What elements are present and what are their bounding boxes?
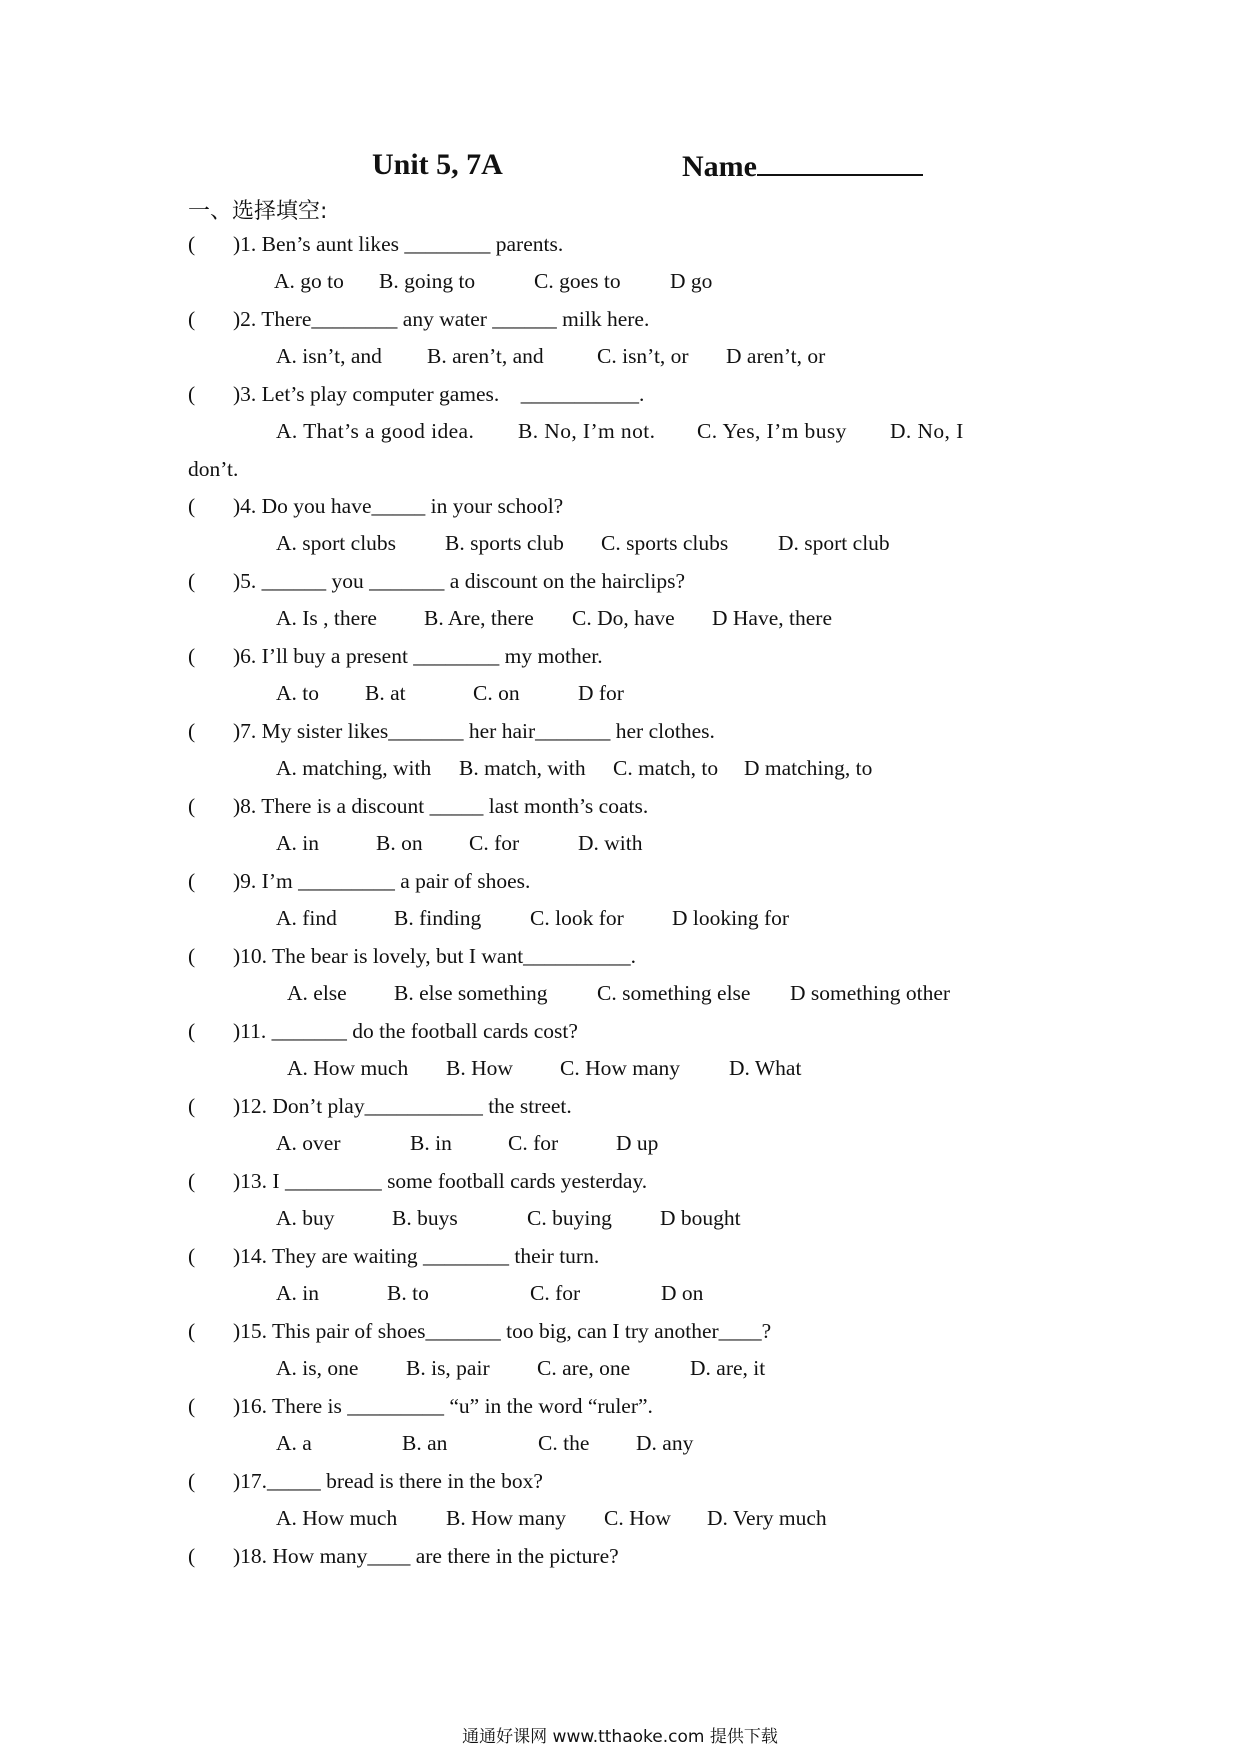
option-d: D. sport club [778, 531, 890, 555]
question-6 [188, 641, 1068, 716]
question-12 [188, 1091, 1068, 1166]
option-a: A. in [276, 831, 319, 855]
options-row [276, 419, 1076, 449]
option-c: C. Do, have [572, 606, 675, 630]
option-b: B. finding [394, 906, 482, 930]
question-stem: )1. Ben’s aunt likes ________ parents. [233, 232, 564, 256]
question-8 [188, 791, 1068, 866]
question-13 [188, 1166, 1068, 1241]
options-row [276, 981, 1076, 1011]
option-c: C. for [469, 831, 520, 855]
question-stem: )18. How many____ are there in the picture? [233, 1544, 619, 1568]
option-b: B. on [376, 831, 423, 855]
option-a: A. find [276, 906, 337, 930]
footer-source: 通通好课网 www.tthaoke.com 提供下载 [462, 1727, 778, 1747]
question-9 [188, 866, 1068, 941]
option-d: D aren’t, or [726, 344, 826, 368]
question-stem: )9. I’m _________ a pair of shoes. [233, 869, 531, 893]
options-row [276, 1281, 1076, 1311]
answer-paren: ( [188, 1244, 196, 1268]
options-row [276, 831, 1076, 861]
answer-paren: ( [188, 1469, 196, 1493]
option-a: A. How much [287, 1056, 409, 1080]
options-row [276, 906, 1076, 936]
option-a: A. buy [276, 1206, 335, 1230]
name-blank [757, 148, 923, 176]
question-stem: )2. There________ any water ______ milk here. [233, 307, 650, 331]
answer-paren: ( [188, 944, 196, 968]
options-row [276, 681, 1076, 711]
option-c: C. on [473, 681, 520, 705]
option-b: B. else something [394, 981, 548, 1005]
question-11 [188, 1016, 1068, 1091]
question-stem: )7. My sister likes_______ her hair_______ her clothes. [233, 719, 715, 743]
option-d: D bought [660, 1206, 741, 1230]
answer-paren: ( [188, 719, 196, 743]
option-c: C. How [604, 1506, 671, 1530]
option-b: B. to [387, 1281, 429, 1305]
options-row [276, 1356, 1076, 1386]
option-c: C. sports clubs [601, 531, 729, 555]
answer-paren: ( [188, 1169, 196, 1193]
name-label: Name [682, 150, 757, 183]
option-b: B. match, with [459, 756, 586, 780]
options-row [276, 1206, 1076, 1236]
question-15 [188, 1316, 1068, 1391]
question-stem: )6. I’ll buy a present ________ my mother. [233, 644, 603, 668]
option-d: D looking for [672, 906, 790, 930]
options-row [276, 606, 1076, 636]
answer-paren: ( [188, 1319, 196, 1343]
option-d: D. are, it [690, 1356, 766, 1380]
option-d: D. with [578, 831, 643, 855]
option-b: B. How many [446, 1506, 567, 1530]
question-stem: )13. I _________ some football cards yesterday. [233, 1169, 648, 1193]
answer-paren: ( [188, 1394, 196, 1418]
options-row [276, 1131, 1076, 1161]
option-a: A. sport clubs [276, 531, 397, 555]
option-d: D. Very much [707, 1506, 827, 1530]
option-a: A. matching, with [276, 756, 432, 780]
question-16 [188, 1391, 1068, 1466]
option-c: C. for [530, 1281, 581, 1305]
option-b: B. aren’t, and [427, 344, 544, 368]
question-1 [188, 229, 1068, 304]
question-4 [188, 491, 1068, 566]
answer-paren: ( [188, 494, 196, 518]
question-7 [188, 716, 1068, 791]
option-a: A. isn’t, and [276, 344, 382, 368]
question-stem: )16. There is _________ “u” in the word “ruler”. [233, 1394, 653, 1418]
question-list [188, 229, 1068, 1616]
question-17 [188, 1466, 1068, 1541]
option-d: D go [670, 269, 713, 293]
option-b: B. going to [379, 269, 476, 293]
question-stem: )17._____ bread is there in the box? [233, 1469, 543, 1493]
option-b: B. at [365, 681, 406, 705]
option-b: B. buys [392, 1206, 458, 1230]
question-10 [188, 941, 1068, 1016]
option-a: A. to [276, 681, 319, 705]
option-d: D. any [636, 1431, 694, 1455]
option-d: D matching, to [744, 756, 873, 780]
question-stem: )11. _______ do the football cards cost? [233, 1019, 578, 1043]
options-row [276, 344, 1076, 374]
option-a: A. go to [274, 269, 344, 293]
question-stem: )8. There is a discount _____ last month’s coats. [233, 794, 649, 818]
question-2 [188, 304, 1068, 379]
option-d: D. What [729, 1056, 802, 1080]
answer-paren: ( [188, 869, 196, 893]
option-b: B. Are, there [424, 606, 534, 630]
option-b: B. in [410, 1131, 452, 1155]
option-c: C. isn’t, or [597, 344, 689, 368]
question-3 [188, 379, 1068, 491]
question-14 [188, 1241, 1068, 1316]
option-d: D on [661, 1281, 704, 1305]
option-b: B. is, pair [406, 1356, 490, 1380]
option-a: A. in [276, 1281, 319, 1305]
question-stem: )4. Do you have_____ in your school? [233, 494, 564, 518]
question-stem: )14. They are waiting ________ their turn. [233, 1244, 600, 1268]
name-field [682, 148, 923, 184]
answer-paren: ( [188, 1544, 196, 1568]
option-c: C. Yes, I’m busy [697, 419, 847, 443]
option-a: A. How much [276, 1506, 398, 1530]
answer-paren: ( [188, 644, 196, 668]
answer-paren: ( [188, 1019, 196, 1043]
option-a: A. Is , there [276, 606, 377, 630]
options-row [276, 1506, 1076, 1536]
answer-paren: ( [188, 1094, 196, 1118]
page-title: Unit 5, 7A [372, 148, 503, 181]
title-row [0, 148, 1240, 188]
option-a: A. over [276, 1131, 341, 1155]
answer-paren: ( [188, 569, 196, 593]
option-b: B. No, I’m not. [518, 419, 656, 443]
answer-paren: ( [188, 382, 196, 406]
option-c: C. look for [530, 906, 624, 930]
option-d: D. No, I [890, 419, 964, 443]
answer-paren: ( [188, 307, 196, 331]
question-18 [188, 1541, 1068, 1616]
options-row [276, 269, 1076, 299]
question-stem: )10. The bear is lovely, but I want__________. [233, 944, 637, 968]
option-b: B. How [446, 1056, 513, 1080]
options-row [276, 1431, 1076, 1461]
options-row [276, 1056, 1076, 1086]
question-stem: )15. This pair of shoes_______ too big, can I try another____? [233, 1319, 772, 1343]
option-a: A. is, one [276, 1356, 359, 1380]
option-a: A. a [276, 1431, 312, 1455]
answer-paren: ( [188, 232, 196, 256]
option-c: C. How many [560, 1056, 681, 1080]
question-stem: )12. Don’t play___________ the street. [233, 1094, 572, 1118]
question-5 [188, 566, 1068, 641]
option-c: C. the [538, 1431, 590, 1455]
option-d: D Have, there [712, 606, 832, 630]
option-d-continued: don’t. [188, 457, 239, 481]
option-d: D for [578, 681, 624, 705]
option-b: B. an [402, 1431, 448, 1455]
option-c: C. for [508, 1131, 559, 1155]
option-c: C. match, to [613, 756, 719, 780]
question-stem: )3. Let’s play computer games. ___________. [233, 382, 645, 406]
options-row [276, 756, 1076, 786]
question-stem: )5. ______ you _______ a discount on the hairclips? [233, 569, 686, 593]
option-a: A. That’s a good idea. [276, 419, 475, 443]
option-c: C. buying [527, 1206, 612, 1230]
option-c: C. something else [597, 981, 751, 1005]
option-b: B. sports club [445, 531, 564, 555]
option-d: D up [616, 1131, 659, 1155]
option-c: C. are, one [537, 1356, 631, 1380]
option-a: A. else [287, 981, 347, 1005]
section-title: 一、选择填空: [188, 199, 328, 224]
option-d: D something other [790, 981, 951, 1005]
option-c: C. goes to [534, 269, 621, 293]
options-row [276, 531, 1076, 561]
answer-paren: ( [188, 794, 196, 818]
